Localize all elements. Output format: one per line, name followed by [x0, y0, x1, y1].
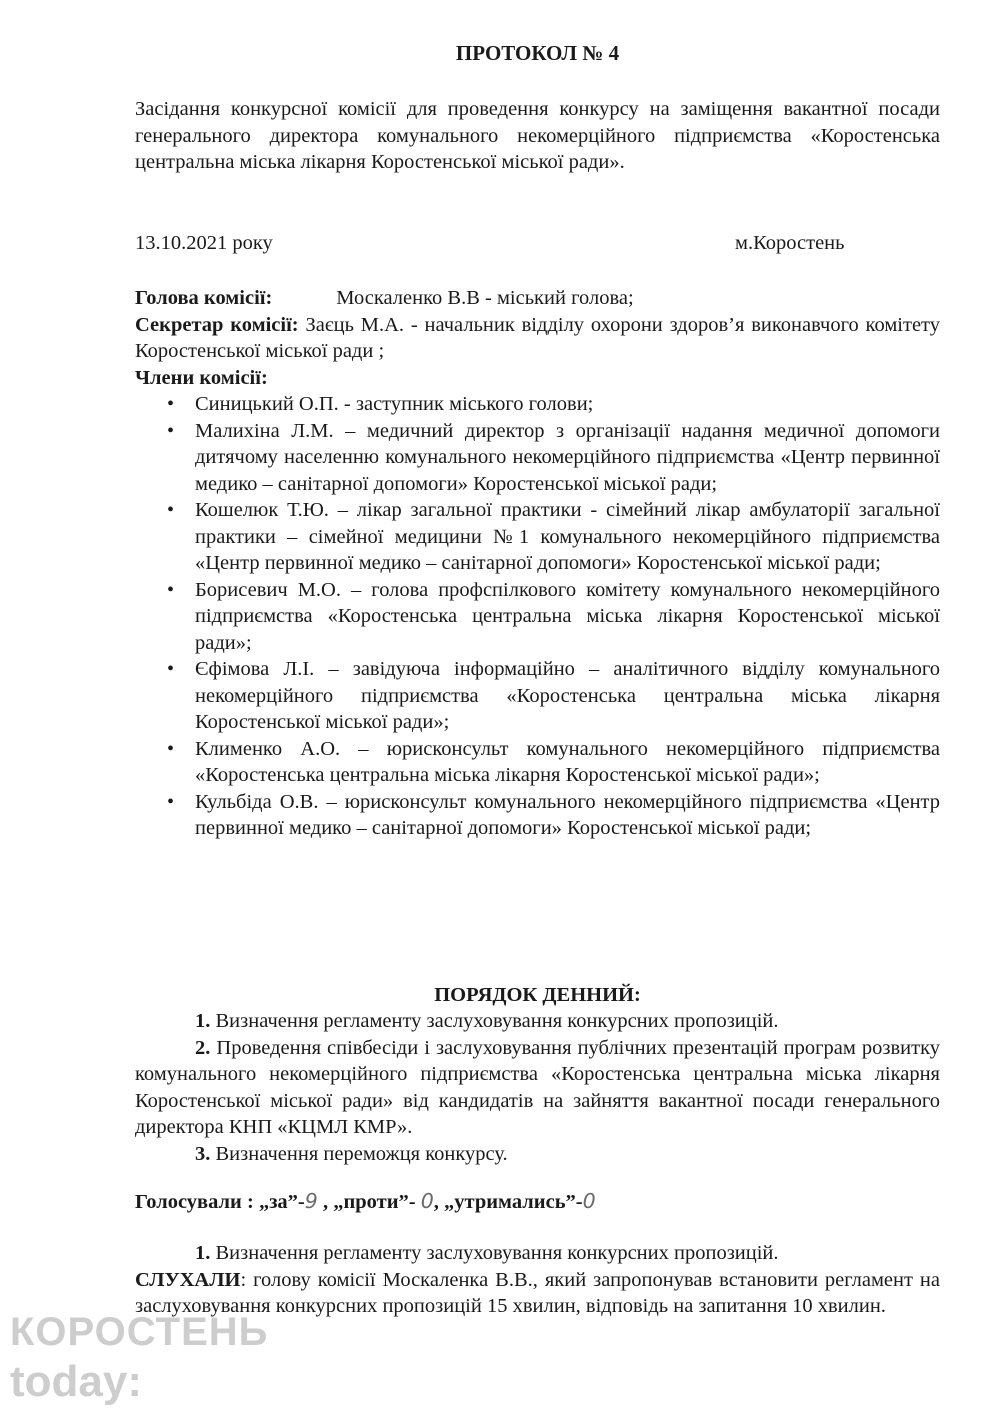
heard-section	[135, 1240, 940, 1320]
agenda-heading: ПОРЯДОК ДЕННИЙ:	[434, 984, 641, 1006]
list-item: • Кульбіда О.В. – юрисконсульт комунального некомерційного підприємства «Центр первинної медико – санітарної допомоги» Коростенської міської ради;	[135, 789, 940, 842]
vote-label: Голосували : „за”-	[135, 1191, 305, 1213]
list-item: • Малихіна Л.М. – медичний директор з організації надання медичної допомоги дитячому населенню комунального некомерційного підприємства «Центр первинної медико – санітарної допомоги» Коростенської міської ради;	[135, 418, 940, 498]
watermark-line-2: today:	[10, 1357, 142, 1406]
meeting-city: м.Коростень	[735, 232, 845, 254]
vote-abstain-label: , „утримались”-	[433, 1191, 583, 1213]
members-label: Члени комісії:	[135, 366, 268, 389]
members-label-line	[135, 365, 940, 392]
page-title: ПРОТОКОЛ № 4	[455, 41, 620, 65]
agenda-list	[135, 1008, 940, 1167]
meeting-date: 13.10.2021 року	[135, 232, 273, 254]
commission-composition	[135, 285, 940, 842]
members-list	[135, 391, 940, 842]
vote-against-label: , „проти”-	[317, 1191, 421, 1213]
vote-line	[135, 1188, 940, 1216]
list-item: • Синицький О.П. - заступник міського голови;	[135, 391, 940, 418]
heard-label: СЛУХАЛИ	[135, 1268, 241, 1291]
list-item: • Клименко А.О. – юрисконсульт комунального некомерційного підприємства «Коростенська центральна міська лікарня Коростенської міської ради»;	[135, 736, 940, 789]
watermark-line-1: КОРОСТЕНЬ	[10, 1310, 269, 1354]
agenda-item: 2. Проведення співбесіди і заслуховування публічних презентацій програм розвитку комунального некомерційного підприємства «Коростенська центральна міська лікарня Коростенської міської ради» від кандидатів на зайняття вакантної посади генерального директора КНП «КЦМЛ КМР».	[135, 1036, 940, 1138]
agenda-item: 3. Визначення переможця конкурсу.	[195, 1142, 508, 1165]
vote-for: 9	[304, 1189, 318, 1213]
vote-against: 0	[420, 1189, 434, 1213]
agenda-item: 1. Визначення регламенту заслуховування конкурсних пропозицій.	[195, 1010, 779, 1032]
vote-abstain: 0	[582, 1189, 596, 1213]
item-heading: 1. Визначення регламенту заслуховування конкурсних пропозицій.	[195, 1242, 779, 1264]
chair-line	[135, 285, 940, 312]
secretary-line	[135, 312, 940, 365]
list-item: • Єфімова Л.І. – завідуюча інформаційно – аналітичного відділу комунального некомерційного підприємства «Коростенська центральна міська лікарня Коростенської міської ради»;	[135, 656, 940, 736]
chair-text: Москаленко В.В - міський голова;	[336, 287, 634, 309]
list-item: • Борисевич М.О. – голова профспілкового комітету комунального некомерційного підприємства «Коростенська центральна міська лікарня Коростенської міської ради»;	[135, 577, 940, 657]
chair-label: Голова комісії:	[135, 287, 273, 309]
secretary-label: Секретар комісії:	[135, 313, 299, 336]
intro-paragraph: Засідання конкурсної комісії для проведення конкурсу на заміщення вакантної посади генерального директора комунального некомерційного підприємства «Коростенська центральна міська лікарня Коростенської міської ради».	[135, 98, 940, 173]
watermark-logo	[10, 1312, 268, 1404]
list-item: • Кошелюк Т.Ю. – лікар загальної практики - сімейний лікар амбулаторії загальної практики – сімейної медицини №1 комунального некомерційного підприємства «Центр первинної медико – санітарної допомоги» Коростенської міської ради;	[135, 497, 940, 577]
secretary-text: Заєць М.А. - начальник відділу охорони здоров’я виконавчого комітету Коростенської міської ради ;	[135, 313, 940, 362]
heard-text: : голову комісії Москаленка В.В., який запропонував встановити регламент на заслуховування конкурсних пропозицій 15 хвилин, відповідь на запитання 10 хвилин.	[135, 1268, 940, 1317]
